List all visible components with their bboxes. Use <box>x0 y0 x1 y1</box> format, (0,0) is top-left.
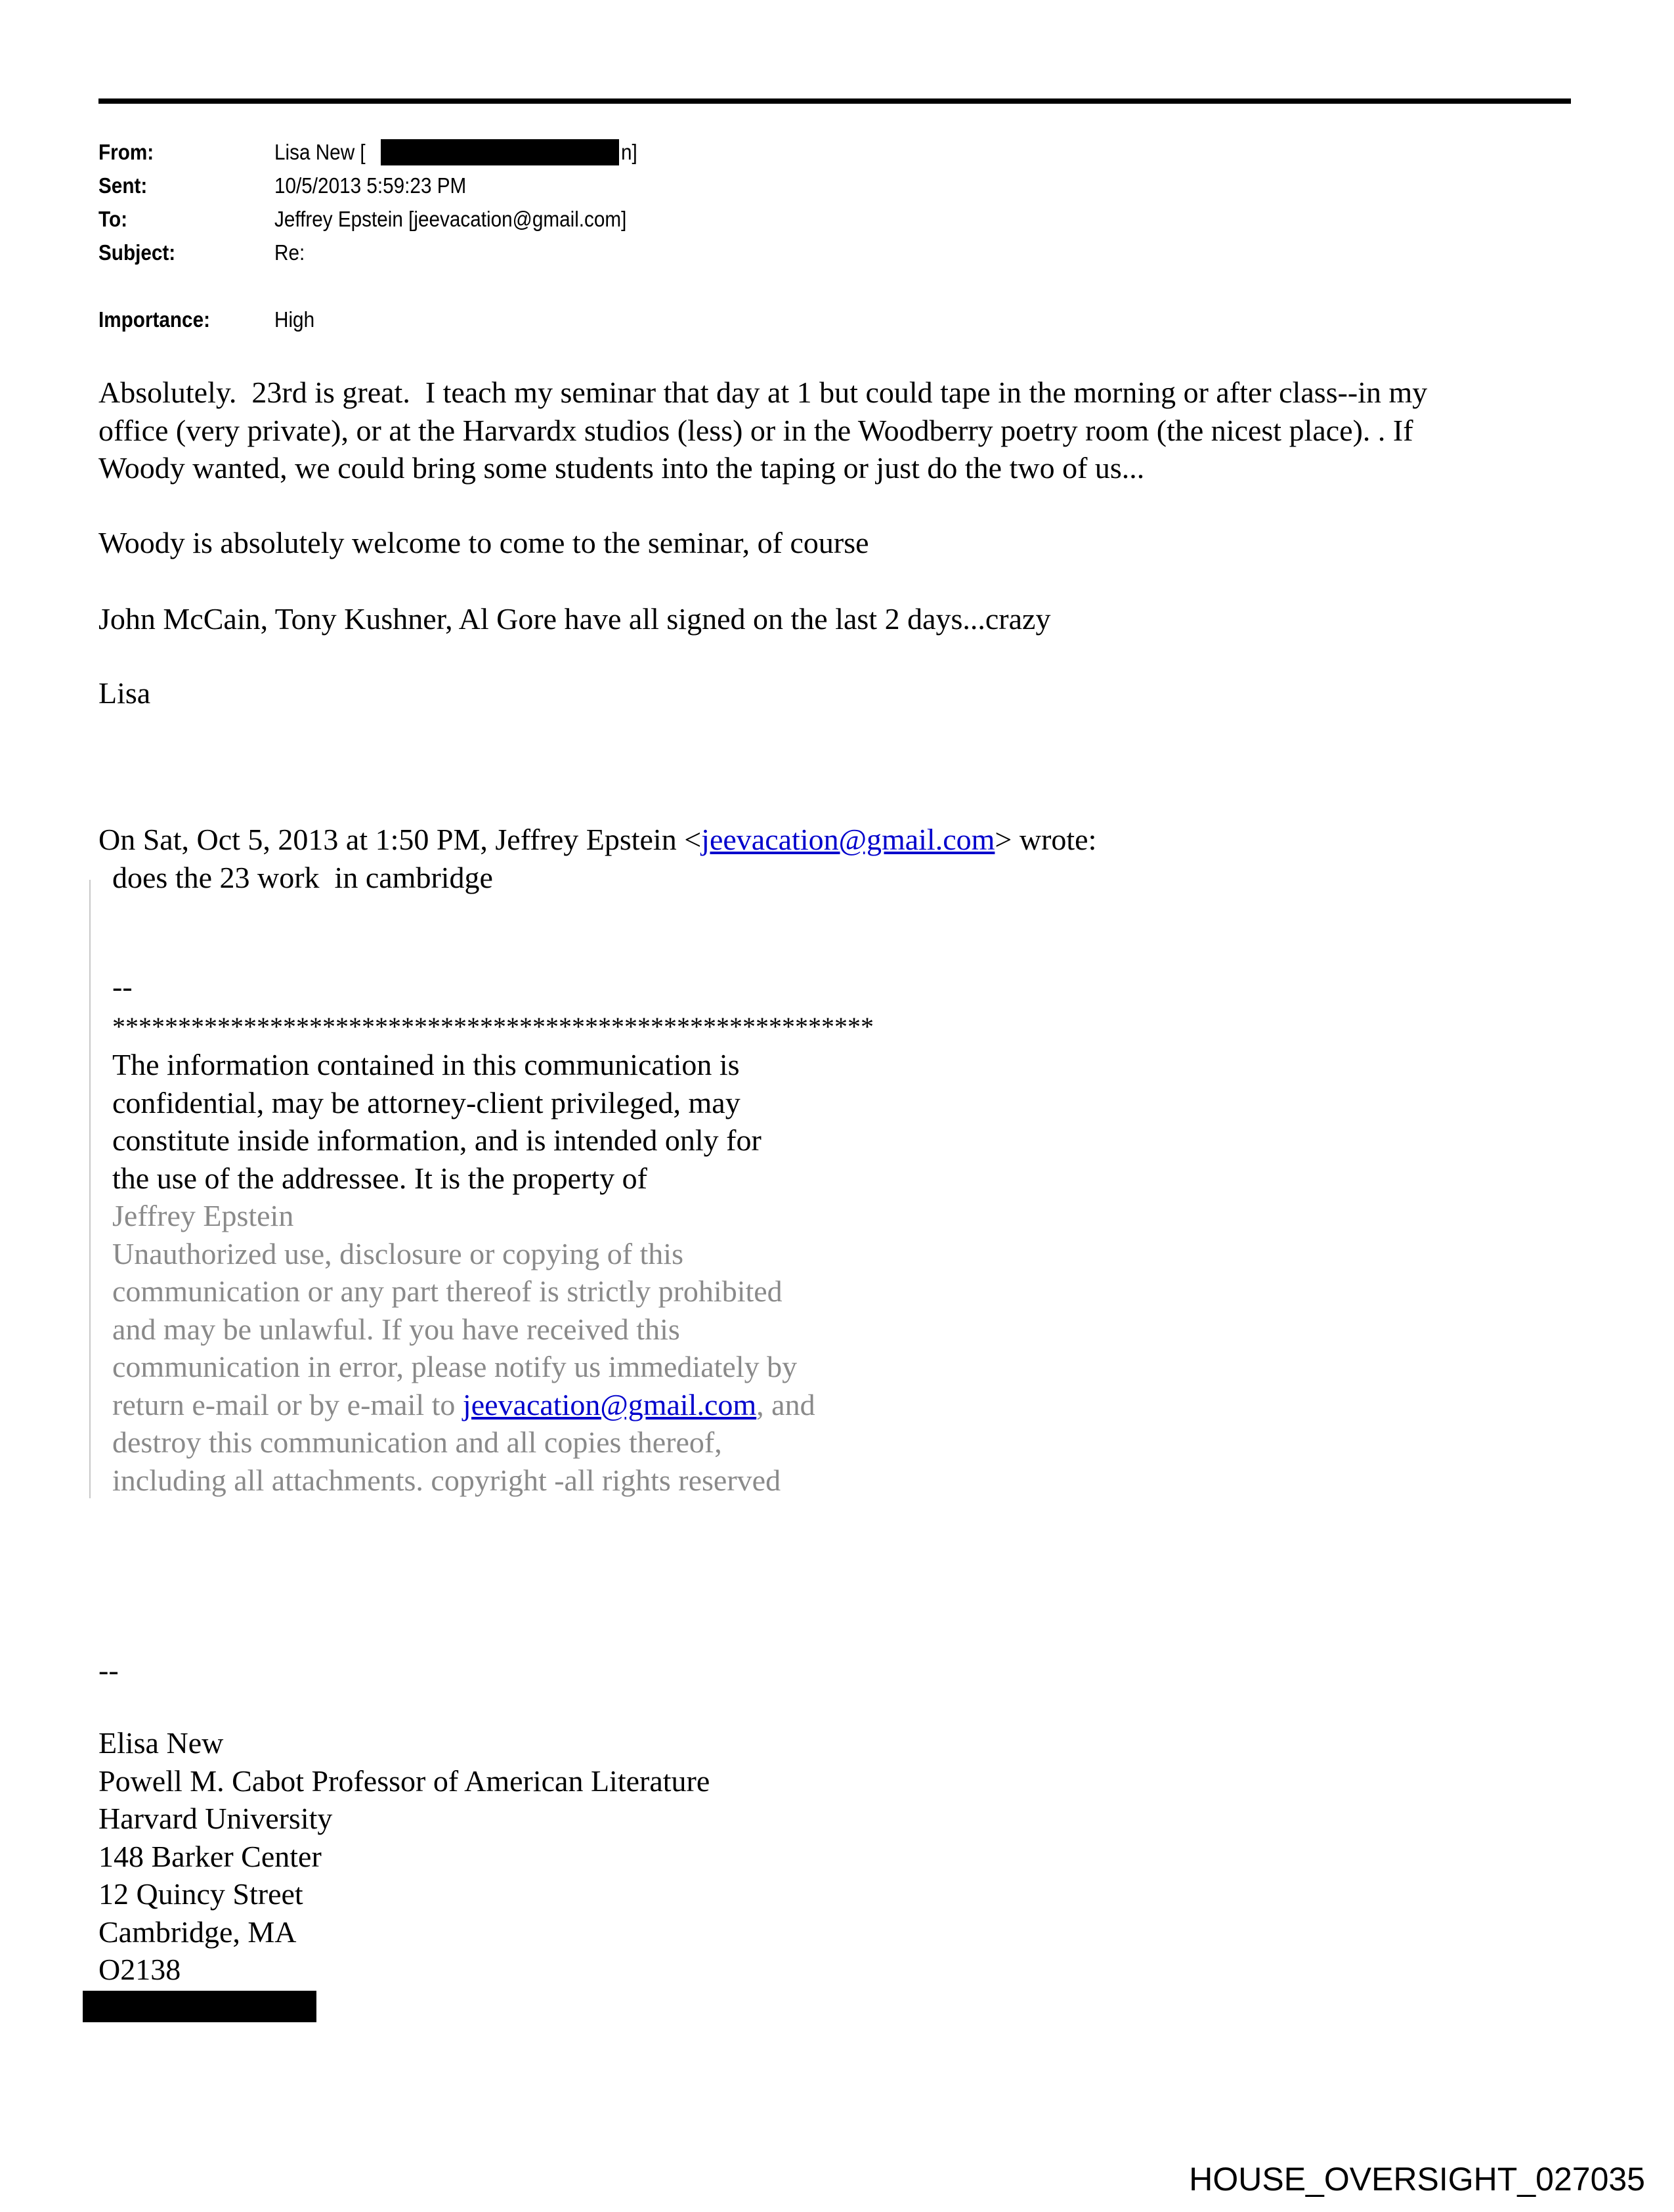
disclaimer-line: the use of the addressee. It is the property of <box>112 1161 647 1195</box>
from-tail: n] <box>621 140 637 164</box>
quoted-dashes: -- <box>112 970 133 1003</box>
disclaimer-line <box>112 1386 815 1424</box>
signature-line: Harvard University <box>98 1802 333 1835</box>
disclaimer-line: constitute inside information, and is intended only for <box>112 1123 762 1157</box>
quote-intro-text: On Sat, Oct 5, 2013 at 1:50 PM, Jeffrey Epstein < <box>98 823 702 856</box>
signature-line: Cambridge, MA <box>98 1915 297 1949</box>
body-signoff: Lisa <box>98 676 151 710</box>
signature-title: Powell M. Cabot Professor of American Literature <box>98 1764 710 1798</box>
to-value: Jeffrey Epstein [jeevacation@gmail.com] <box>274 207 627 231</box>
subject-label: Subject: <box>98 240 176 265</box>
redaction-box <box>83 1991 316 2022</box>
from-value: Lisa New [ <box>274 140 366 164</box>
disclaimer-line: The information contained in this communication is <box>112 1048 740 1081</box>
body-line: office (very private), or at the Harvardx studios (less) or in the Woodberry poetry room (the nicest place). . If <box>98 413 1413 447</box>
disclaimer-line: Unauthorized use, disclosure or copying of this <box>112 1236 683 1270</box>
disclaimer <box>112 1046 815 1499</box>
disclaimer-line: confidential, may be attorney-client privileged, may <box>112 1085 740 1119</box>
quote-intro-email-link[interactable]: jeevacation@gmail.com <box>701 823 995 856</box>
body-line: Woody wanted, we could bring some students into the taping or just do the two of us... <box>98 451 1145 485</box>
disclaimer-line: and may be unlawful. If you have received this <box>112 1312 680 1346</box>
body-paragraph-1 <box>98 374 1427 487</box>
quoted-stars: ********************************************************** <box>112 1012 874 1041</box>
disclaimer-text: return e-mail or by e-mail to <box>112 1387 463 1421</box>
disclaimer-line: including all attachments. copyright -all rights reserved <box>112 1463 781 1497</box>
disclaimer-line: communication or any part thereof is strictly prohibited <box>112 1274 783 1308</box>
disclaimer-text: , and <box>756 1387 815 1421</box>
body-paragraph-2: Woody is absolutely welcome to come to the seminar, of course <box>98 526 869 559</box>
signature-line: 12 Quincy Street <box>98 1877 303 1911</box>
quote-border <box>89 880 91 1498</box>
signature-dashes: -- <box>98 1653 119 1687</box>
to-label: To: <box>98 207 127 231</box>
sent-label: Sent: <box>98 173 148 198</box>
disclaimer-line: destroy this communication and all copies thereof, <box>112 1425 722 1459</box>
signature-name: Elisa New <box>98 1726 224 1760</box>
quoted-message: does the 23 work in cambridge <box>112 861 493 894</box>
signature-line: 148 Barker Center <box>98 1839 322 1873</box>
body-paragraph-3: John McCain, Tony Kushner, Al Gore have all signed on the last 2 days...crazy <box>98 602 1051 636</box>
subject-value: Re: <box>274 240 305 265</box>
signature <box>98 1724 710 1989</box>
body-line: Absolutely. 23rd is great. I teach my seminar that day at 1 but could tape in the morning or after class--in my <box>98 376 1428 409</box>
disclaimer-line: Jeffrey Epstein <box>112 1199 294 1232</box>
header-rule <box>98 98 1571 104</box>
importance-value: High <box>274 307 315 332</box>
bates-number: HOUSE_OVERSIGHT_027035 <box>1189 2161 1645 2198</box>
quote-intro <box>98 821 1096 859</box>
importance-label: Importance: <box>98 307 210 332</box>
disclaimer-line: communication in error, please notify us immediately by <box>112 1350 798 1383</box>
from-label: From: <box>98 140 154 164</box>
signature-line: O2138 <box>98 1953 181 1986</box>
redaction-box <box>381 139 619 165</box>
sent-value: 10/5/2013 5:59:23 PM <box>274 173 467 198</box>
quote-intro-wrote: > wrote: <box>995 823 1097 856</box>
disclaimer-email-link[interactable]: jeevacation@gmail.com <box>462 1387 757 1421</box>
